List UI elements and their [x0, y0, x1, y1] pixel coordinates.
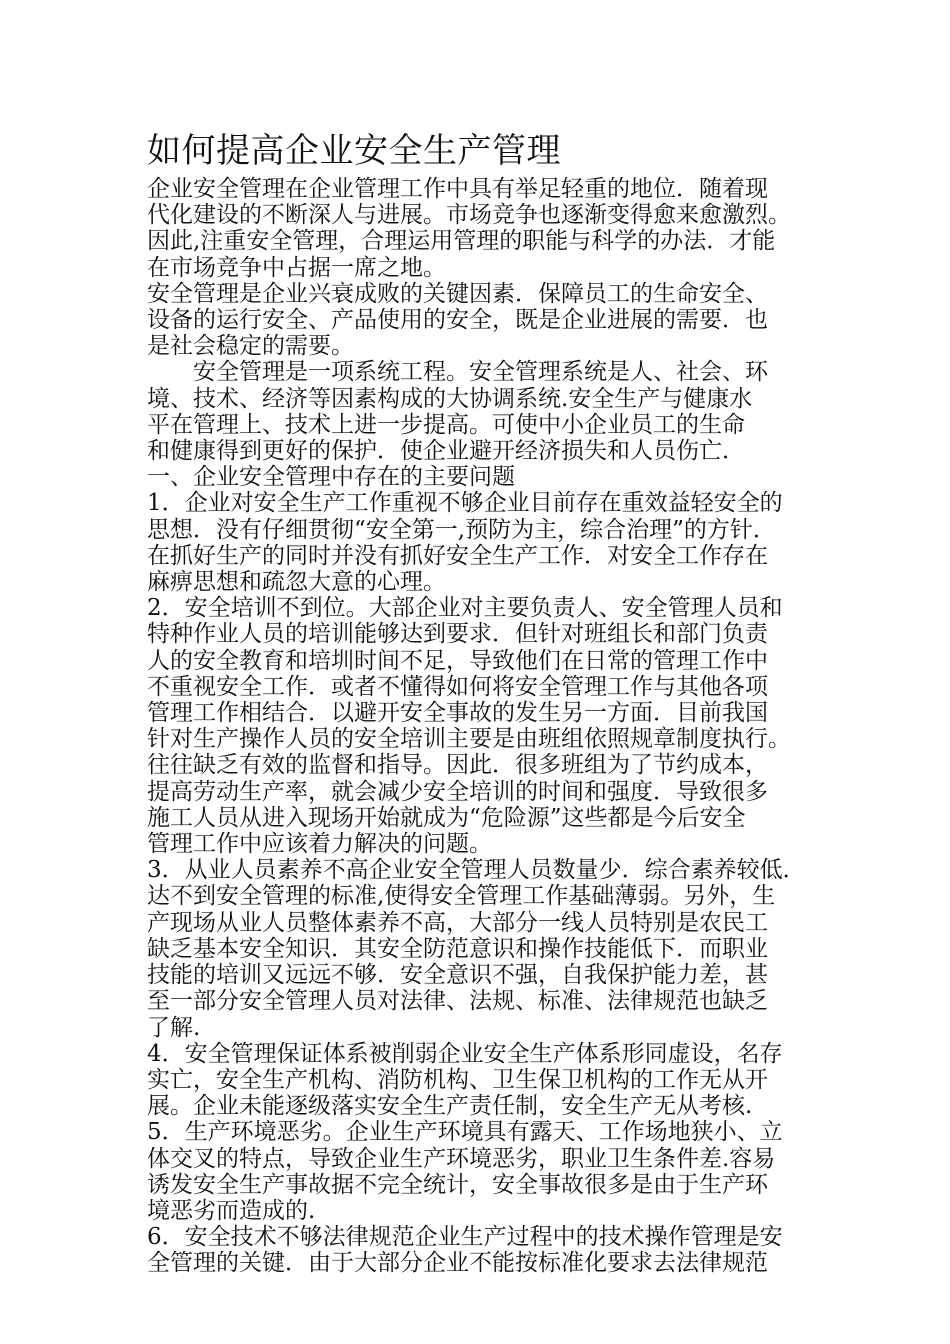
text-line: 管理工作相结合．以避开安全事故的发生另一方面．目前我国	[147, 700, 768, 727]
text-line: 麻痹思想和疏忽大意的心理。	[147, 569, 446, 596]
page-title: 如何提高企业安全生产管理	[147, 131, 561, 171]
text-line: 达不到安全管理的标准,使得安全管理工作基础薄弱。另外，生	[147, 883, 776, 910]
text-line: 全管理的关键．由于大部分企业不能按标准化要求去法律规范	[147, 1250, 768, 1277]
text-line: 境恶劣而造成的.	[147, 1197, 316, 1224]
text-line: 和健康得到更好的保护．使企业避开经济损失和人员伤亡．	[147, 438, 745, 465]
text-line: 5．生产环境恶劣。企业生产环境具有露天、工作场地狭小、立	[147, 1119, 783, 1146]
text-line: 实亡，安全生产机构、消防机构、卫生保卫机构的工作无从开	[147, 1066, 768, 1093]
text-line: 思想．没有仔细贯彻“安全第一,预防为主，综合治理”的方针．	[147, 516, 776, 543]
text-line: 平在管理上、技术上进一步提高。可使中小企业员工的生命	[147, 411, 745, 438]
text-line: 企业安全管理在企业管理工作中具有举足轻重的地位．随着现	[147, 176, 768, 202]
text-line: 往往缺乏有效的监督和指导。因此．很多班组为了节约成本，	[147, 752, 768, 779]
text-line: 施工人员从进入现场开始就成为“危险源”这些都是今后安全	[147, 804, 746, 831]
body-text	[147, 176, 812, 1277]
text-line: 缺乏基本安全知识．其安全防范意识和操作技能低下．而职业	[147, 935, 768, 962]
text-line: 一、企业安全管理中存在的主要问题	[147, 464, 515, 491]
text-line: 了解.	[147, 1014, 201, 1041]
text-line: 境、技术、经济等因素构成的大协调系统.安全生产与健康水	[147, 385, 753, 412]
text-line: 特种作业人员的培训能够达到要求．但针对班组长和部门负责	[147, 621, 768, 648]
text-line: 至一部分安全管理人员对法律、法规、标准、法律规范也缺乏	[147, 988, 768, 1015]
text-line: 是社会稳定的需要。	[147, 333, 354, 360]
text-line: 管理工作中应该着力解决的问题。	[147, 831, 492, 858]
text-line: 因此,注重安全管理，合理运用管理的职能与科学的办法．才能	[147, 228, 776, 255]
text-line: 人的安全教育和培圳时间不足，导致他们在日常的管理工作中	[147, 647, 768, 674]
text-line: 产现场从业人员整体素养不高，大部分一线人员特别是农民工	[147, 909, 768, 936]
document-page	[147, 128, 812, 1277]
text-line: 不重视安全工作．或者不懂得如何将安全管理工作与其他各项	[147, 673, 768, 700]
text-line: 3．从业人员素养不高企业安全管理人员数量少．综合素养较低．	[147, 857, 806, 884]
text-line: 4．安全管理保证体系被削弱企业安全生产体系形同虚设，名存	[147, 1040, 783, 1067]
text-line: 针对生产操作人员的安全培训主要是由班组依照规章制度执行。	[147, 726, 791, 753]
text-line: 展。企业未能逐级落实安全生产责任制，安全生产无从考核.	[147, 1093, 753, 1120]
text-line: 安全管理是企业兴衰成败的关键因素．保障员工的生命安全、	[147, 280, 768, 307]
text-line: 提高劳动生产率，就会减少安全培训的时间和强度．导致很多	[147, 778, 768, 805]
text-line: 在抓好生产的同时并没有抓好安全生产工作．对安全工作存在	[147, 542, 768, 569]
text-line: 诱发安全生产事故据不完全统计，安全事故很多是由于生产环	[147, 1171, 768, 1198]
text-line: 2．安全培训不到位。大部企业对主要负责人、安全管理人员和	[147, 595, 783, 622]
text-line: 在市场竞争中占据一席之地。	[147, 254, 446, 281]
text-line: 代化建设的不断深人与进展。市场竞争也逐渐变得愈来愈激烈。	[147, 202, 791, 229]
text-line: 安全管理是一项系统工程。安全管理系统是人、社会、环	[147, 359, 768, 386]
text-line: 1．企业对安全生产工作重视不够企业目前存在重效益轻安全的	[147, 490, 783, 517]
text-line: 设备的运行安全、产品使用的安全，既是企业进展的需要．也	[147, 307, 768, 334]
text-line: 体交叉的特点，导致企业生产环境恶劣，职业卫生条件差.容易	[147, 1145, 776, 1172]
text-line: 技能的培训又远远不够．安全意识不强，自我保护能力差，甚	[147, 962, 768, 989]
text-line: 6．安全技术不够法律规范企业生产过程中的技术操作管理是安	[147, 1224, 783, 1251]
